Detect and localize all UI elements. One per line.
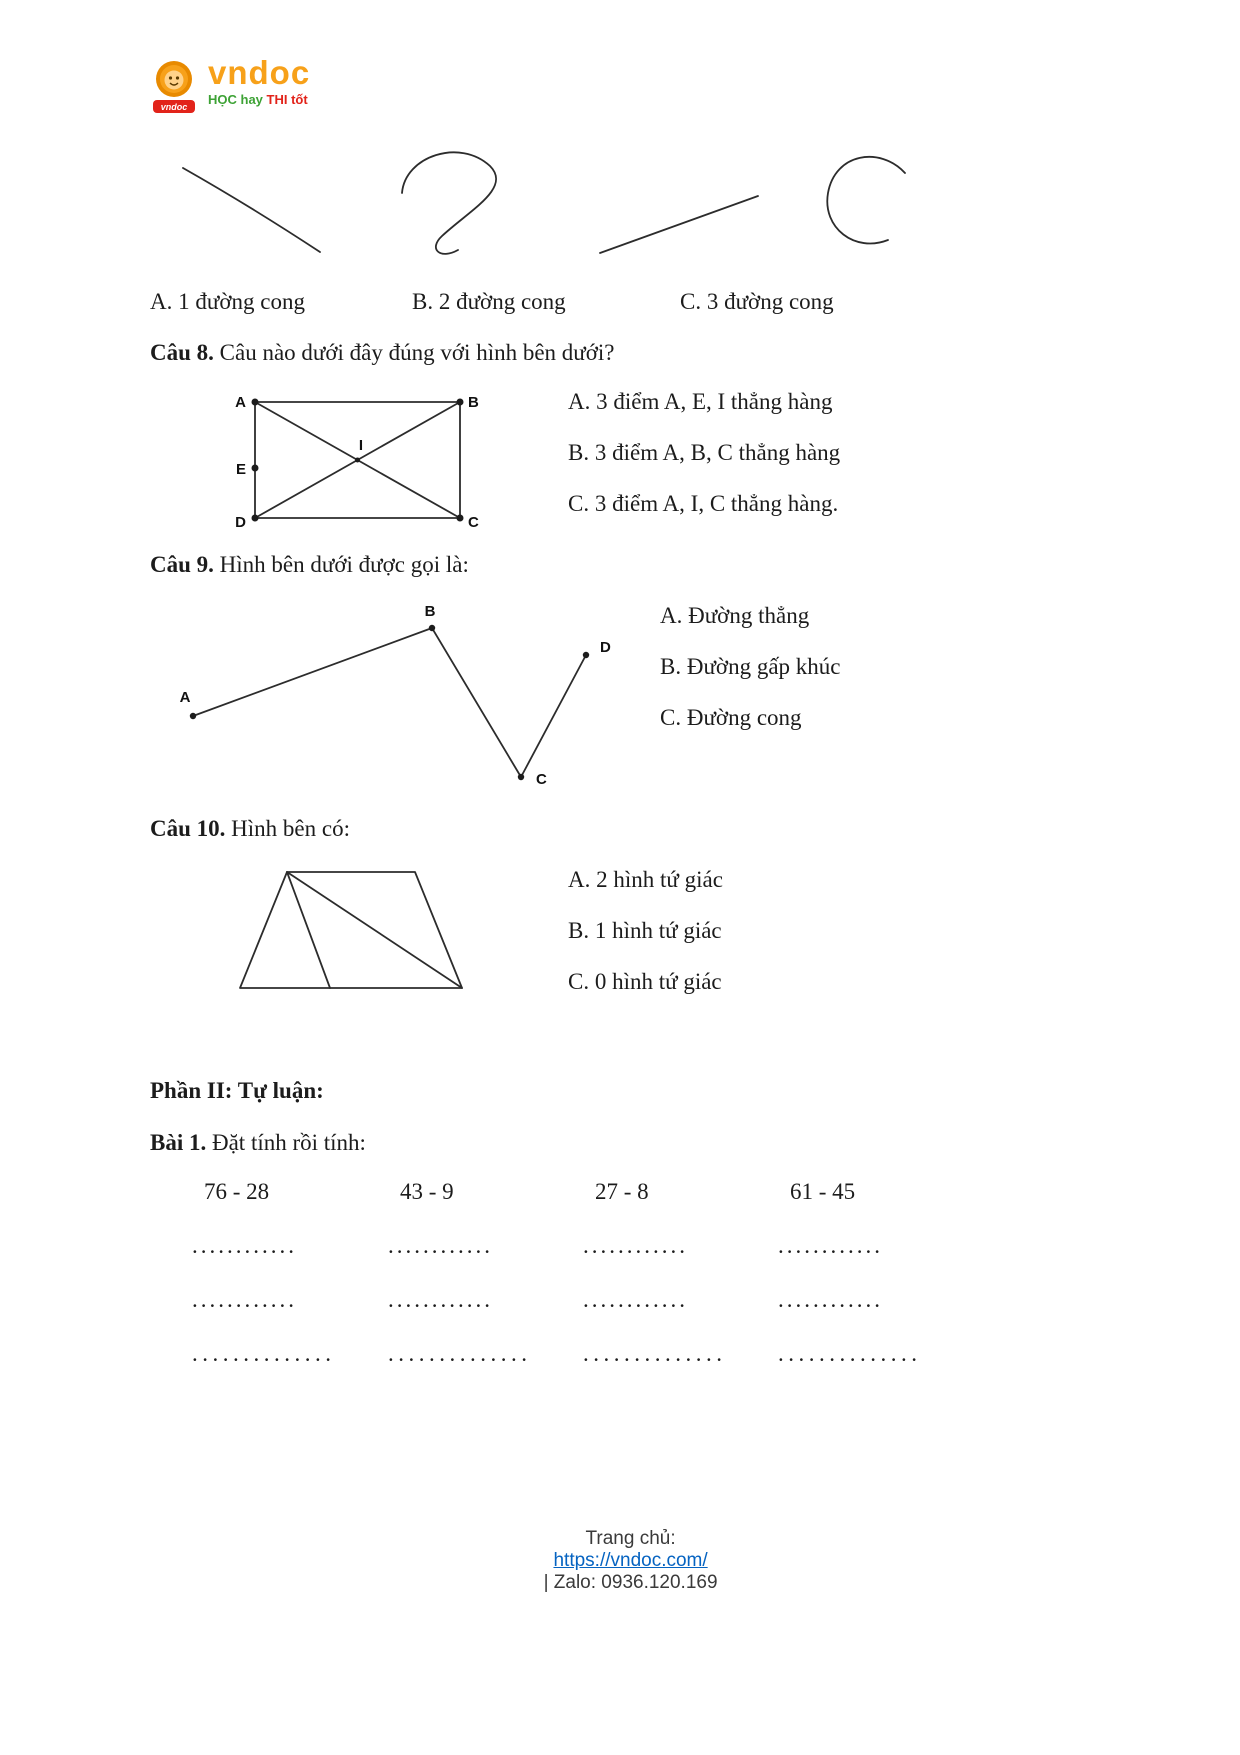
q9-options	[660, 602, 841, 732]
q10-trapezoid-figure	[233, 856, 478, 996]
footer-prefix: Trang chủ:	[585, 1528, 676, 1549]
answer-dots: ..............	[388, 1341, 532, 1366]
q8-options	[568, 388, 840, 518]
q10-option-a: A. 2 hình tứ giác	[568, 867, 723, 892]
q7-option-b: B. 2 đường cong	[412, 289, 566, 314]
q8-option-c: C. 3 điểm A, I, C thẳng hàng.	[568, 491, 839, 516]
q10-option-c: C. 0 hình tứ giác	[568, 969, 722, 994]
vndoc-logo	[146, 56, 310, 118]
q8-option-b: B. 3 điểm A, B, C thẳng hàng	[568, 440, 841, 465]
inner-line-2	[287, 872, 462, 988]
bai1-column-3	[583, 1178, 727, 1394]
zigzag-path	[193, 628, 586, 777]
bai1-label: Bài 1.	[150, 1130, 207, 1155]
label-b: B	[424, 603, 436, 620]
problem-3: 27 - 8	[595, 1179, 649, 1204]
curve-s-shape	[402, 152, 496, 254]
answer-dots: ............	[192, 1287, 297, 1312]
q7-option-c: C. 3 đường cong	[680, 289, 834, 314]
q9-polyline-figure	[160, 592, 630, 797]
page-footer	[0, 1506, 1240, 1616]
answer-dots: ............	[192, 1233, 297, 1258]
label-d: D	[235, 514, 246, 531]
footer-zalo: | Zalo: 0936.120.169	[543, 1572, 718, 1593]
q9-option-b: B. Đường gấp khúc	[660, 654, 841, 679]
bai1-heading	[150, 1128, 366, 1158]
label-c: C	[468, 514, 479, 531]
mascot-face	[165, 71, 184, 90]
q9-heading	[150, 550, 469, 580]
curve-bent-line	[183, 168, 320, 252]
part2-heading: Phần II: Tự luận:	[150, 1078, 324, 1103]
point-i	[355, 458, 360, 463]
q8-label: Câu 8.	[150, 340, 214, 365]
q9-option-c: C. Đường cong	[660, 705, 802, 730]
label-c: C	[536, 771, 547, 788]
answer-dots: ............	[583, 1233, 688, 1258]
point-c	[457, 515, 464, 522]
logo-tagline	[208, 92, 310, 107]
label-a: A	[179, 689, 191, 706]
q9-label: Câu 9.	[150, 552, 214, 577]
problem-2: 43 - 9	[400, 1179, 454, 1204]
bai1-column-1	[192, 1178, 336, 1394]
q8-option-a: A. 3 điểm A, E, I thẳng hàng	[568, 389, 833, 414]
answer-dots: ..............	[583, 1341, 727, 1366]
answer-dots: ............	[778, 1287, 883, 1312]
label-b: B	[468, 394, 479, 411]
q10-prompt: Hình bên có:	[231, 816, 350, 841]
q9-prompt: Hình bên dưới được gọi là:	[219, 552, 469, 577]
q10-option-b: B. 1 hình tứ giác	[568, 918, 722, 943]
answer-dots: ..............	[192, 1341, 336, 1366]
q8-prompt: Câu nào dưới đây đúng với hình bên dưới?	[219, 340, 615, 365]
q7-curves-figure	[150, 138, 1100, 273]
q10-label: Câu 10.	[150, 816, 226, 841]
point-b	[457, 399, 464, 406]
logo-text	[208, 56, 310, 107]
footer-homepage-link[interactable]: https://vndoc.com/	[553, 1550, 708, 1571]
straight-line	[600, 196, 758, 253]
q10-heading	[150, 814, 350, 844]
bai1-column-4	[778, 1178, 922, 1394]
answer-dots: ............	[388, 1233, 493, 1258]
logo-brand: vndoc	[208, 54, 311, 91]
logo-banner-text: vndoc	[160, 102, 188, 112]
point-a	[190, 713, 196, 719]
label-a: A	[235, 394, 246, 411]
problem-1: 76 - 28	[204, 1179, 270, 1204]
lion-mascot-icon	[146, 56, 202, 118]
problem-4: 61 - 45	[790, 1179, 856, 1204]
point-d	[583, 652, 589, 658]
answer-dots: ............	[388, 1287, 493, 1312]
logo-tagline-red: THI tốt	[266, 92, 308, 107]
answer-dots: ............	[778, 1233, 883, 1258]
point-c	[518, 774, 524, 780]
point-b	[429, 625, 435, 631]
point-d	[252, 515, 259, 522]
label-d: D	[600, 639, 611, 656]
label-i: I	[358, 437, 364, 454]
curve-c-arc	[827, 157, 905, 244]
q7-option-a: A. 1 đường cong	[150, 289, 305, 314]
q10-options	[568, 866, 723, 996]
mascot-eye-right	[176, 76, 179, 79]
mascot-eye-left	[169, 76, 172, 79]
q9-option-a: A. Đường thẳng	[660, 603, 810, 628]
bai1-prompt: Đặt tính rồi tính:	[211, 1130, 366, 1155]
bai1-column-2	[388, 1178, 532, 1394]
point-a	[252, 399, 259, 406]
logo-tagline-green: HỌC hay	[208, 92, 267, 107]
answer-dots: ..............	[778, 1341, 922, 1366]
answer-dots: ............	[583, 1287, 688, 1312]
point-e	[252, 465, 259, 472]
inner-line-1	[287, 872, 330, 988]
q8-rectangle-figure	[228, 386, 493, 536]
q8-heading	[150, 338, 615, 368]
label-e: E	[235, 461, 246, 478]
trapezoid-shape	[240, 872, 462, 988]
